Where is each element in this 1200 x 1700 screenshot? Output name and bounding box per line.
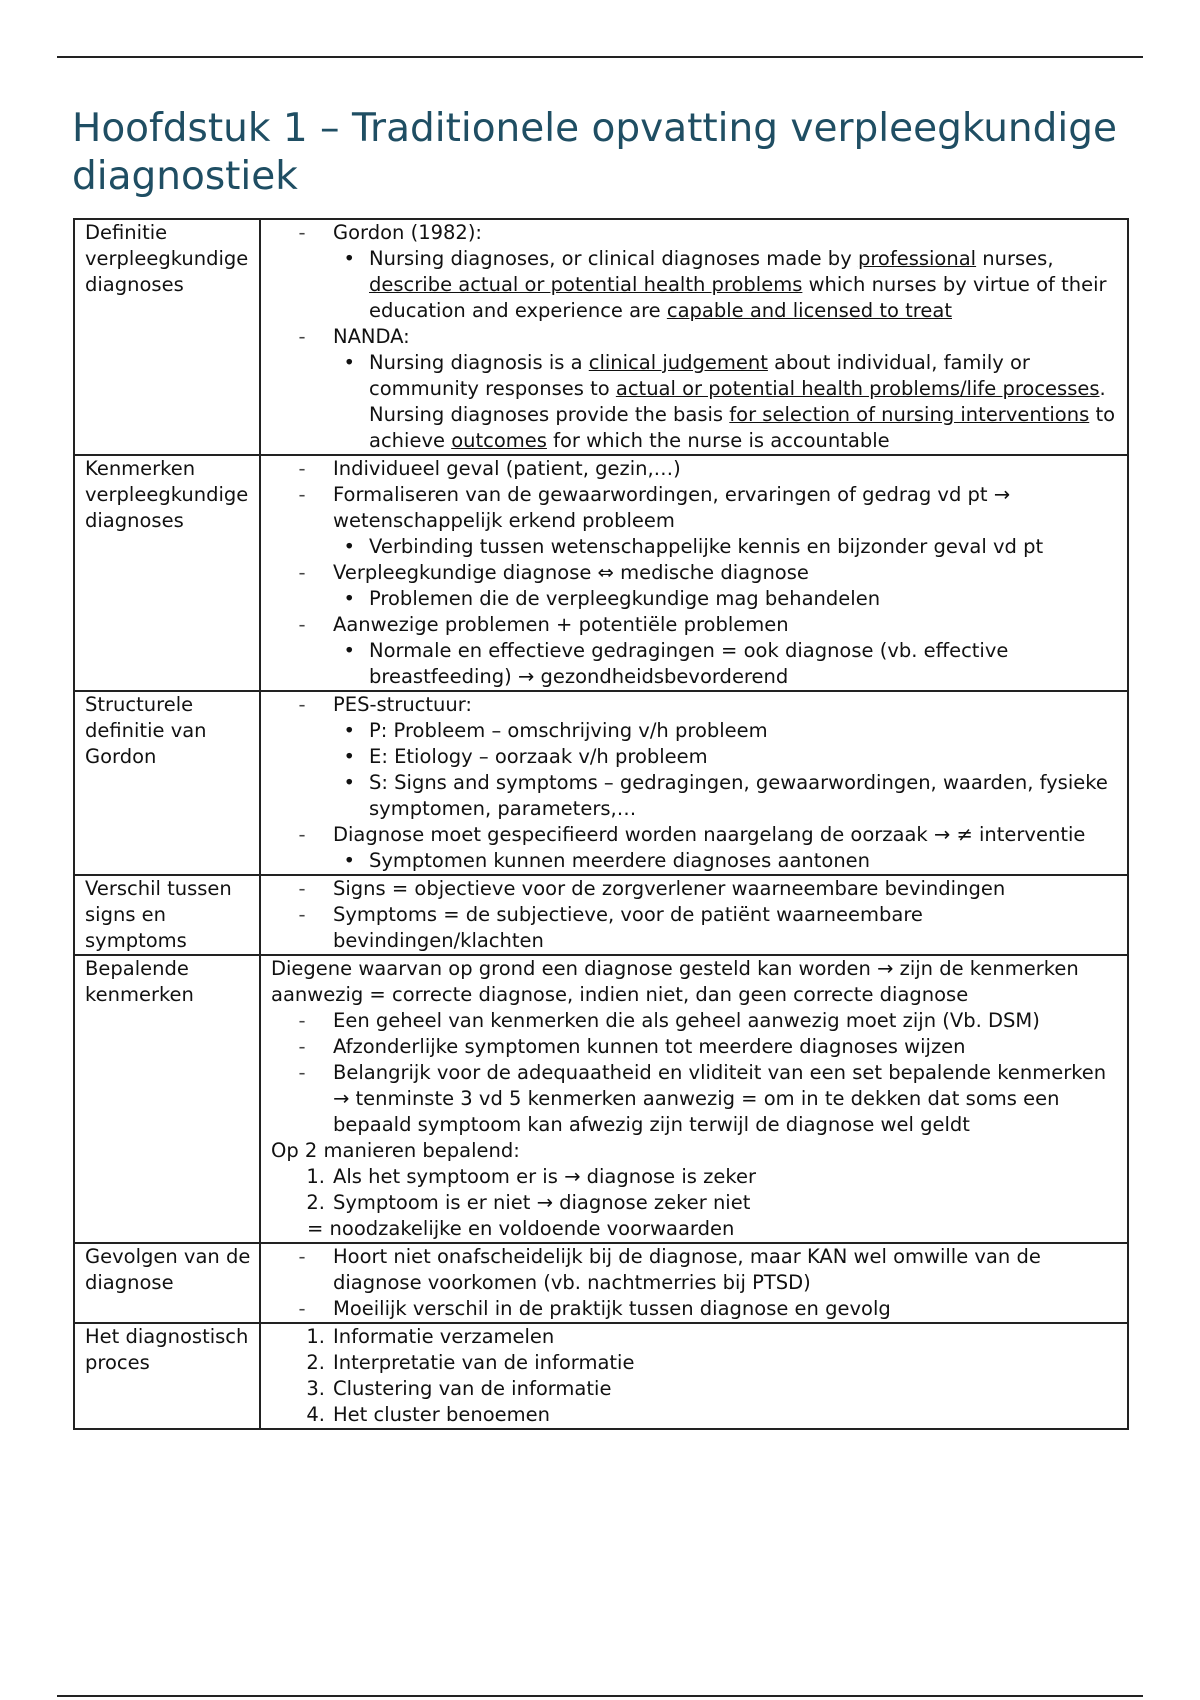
- dash-marker: -: [298, 1035, 306, 1058]
- list-item: - Formaliseren van de gewaarwordingen, ervaringen of gedrag vd pt → wetenschappelijk erkend probleem: [271, 482, 1121, 534]
- list-item: - Gordon (1982):: [271, 220, 1121, 246]
- bullet-marker: •: [343, 719, 355, 742]
- list-item: • S: Signs and symptoms – gedragingen, gewaarwordingen, waarden, fysieke symptomen, parameters,…: [271, 770, 1121, 822]
- row-content: [260, 219, 1128, 455]
- dash-marker: -: [298, 877, 306, 900]
- notes-table: [73, 218, 1129, 1430]
- dash-marker: -: [298, 693, 306, 716]
- dash-marker: -: [298, 1009, 306, 1032]
- dash-marker: -: [298, 1061, 306, 1084]
- number-marker: 3.: [306, 1377, 325, 1400]
- list-item: - Moeilijk verschil in de praktijk tussen diagnose en gevolg: [271, 1296, 1121, 1322]
- number-marker: 2.: [306, 1351, 325, 1374]
- list-item: - Symptoms = de subjectieve, voor de patiënt waarneembare bevindingen/klachten: [271, 902, 1121, 954]
- list-item: • Symptomen kunnen meerdere diagnoses aantonen: [271, 848, 1121, 874]
- bullet-marker: •: [343, 351, 355, 374]
- number-marker: 4.: [306, 1403, 325, 1426]
- paragraph: = noodzakelijke en voldoende voorwaarden: [307, 1217, 735, 1240]
- dash-marker: -: [298, 325, 306, 348]
- top-rule: [57, 56, 1143, 58]
- table-row: [74, 219, 1128, 455]
- bullet-marker: •: [343, 535, 355, 558]
- list-item: • Verbinding tussen wetenschappelijke kennis en bijzonder geval vd pt: [271, 534, 1121, 560]
- list-item: - Diagnose moet gespecifieerd worden naargelang de oorzaak → ≠ interventie: [271, 822, 1121, 848]
- dash-marker: -: [298, 903, 306, 926]
- dash-marker: -: [298, 613, 306, 636]
- list-item: • Normale en effectieve gedragingen = ook diagnose (vb. effective breastfeeding) → gezondheidsbevorderend: [271, 638, 1121, 690]
- row-content: [260, 955, 1128, 1243]
- list-item: 1. Informatie verzamelen: [271, 1324, 1121, 1350]
- dash-marker: -: [298, 221, 306, 244]
- list-item: 2. Interpretatie van de informatie: [271, 1350, 1121, 1376]
- list-item: [271, 246, 1121, 324]
- row-content: [260, 455, 1128, 691]
- bottom-rule: [57, 1695, 1143, 1697]
- list-item: - Een geheel van kenmerken die als geheel aanwezig moet zijn (Vb. DSM): [271, 1008, 1121, 1034]
- dash-marker: -: [298, 561, 306, 584]
- list-item: - Aanwezige problemen + potentiële problemen: [271, 612, 1121, 638]
- paragraph: Diegene waarvan op grond een diagnose gesteld kan worden → zijn de kenmerken aanwezig = correcte diagnose, indien niet, dan geen correcte diagnose: [271, 957, 1079, 1006]
- list-item: 4. Het cluster benoemen: [271, 1402, 1121, 1428]
- dash-marker: -: [298, 823, 306, 846]
- row-content: [260, 875, 1128, 955]
- list-item: - Signs = objectieve voor de zorgverlener waarneembare bevindingen: [271, 876, 1121, 902]
- list-item: • P: Probleem – omschrijving v/h probleem: [271, 718, 1121, 744]
- dash-marker: -: [298, 483, 306, 506]
- dash-marker: -: [298, 457, 306, 480]
- list-item: - Belangrijk voor de adequaatheid en vliditeit van een set bepalende kenmerken → tenminste 3 vd 5 kenmerken aanwezig = om in te dekken dat soms een bepaald symptoom kan afwezig zijn terwijl de diagnose wel geldt: [271, 1060, 1121, 1138]
- list-item: - Hoort niet onafscheidelijk bij de diagnose, maar KAN wel omwille van de diagnose voorkomen (vb. nachtmerries bij PTSD): [271, 1244, 1121, 1296]
- list-item: - NANDA:: [271, 324, 1121, 350]
- row-term: Structurele definitie van Gordon: [74, 691, 260, 875]
- table-row: [74, 691, 1128, 875]
- table-row: [74, 1323, 1128, 1429]
- row-term: Het diagnostisch proces: [74, 1323, 260, 1429]
- list-item: - Verpleegkundige diagnose ⇔ medische diagnose: [271, 560, 1121, 586]
- list-item: - Individueel geval (patient, gezin,…): [271, 456, 1121, 482]
- number-marker: 2.: [306, 1191, 325, 1214]
- list-item: • E: Etiology – oorzaak v/h probleem: [271, 744, 1121, 770]
- row-term: Definitie verpleegkundige diagnoses: [74, 219, 260, 455]
- bullet-marker: •: [343, 587, 355, 610]
- dash-marker: -: [298, 1297, 306, 1320]
- bullet-marker: •: [343, 247, 355, 270]
- list-item: 2. Symptoom is er niet → diagnose zeker niet: [271, 1190, 1121, 1216]
- table-row: [74, 455, 1128, 691]
- row-term: Verschil tussen signs en symptoms: [74, 875, 260, 955]
- bullet-marker: •: [343, 639, 355, 662]
- nanda-definition: Nursing diagnosis is a clinical judgement about individual, family or community responses to actual or potential health problems/life processes. Nursing diagnoses provide the basis for selection of nursing interventions to achieve outcomes for which the nurse is accountable: [369, 351, 1116, 452]
- gordon-definition: Nursing diagnoses, or clinical diagnoses made by professional nurses, describe actual or potential health problems which nurses by virtue of their education and experience are capable and licensed to treat: [369, 247, 1107, 322]
- list-item: - Afzonderlijke symptomen kunnen tot meerdere diagnoses wijzen: [271, 1034, 1121, 1060]
- row-term: Bepalende kenmerken: [74, 955, 260, 1243]
- number-marker: 1.: [306, 1325, 325, 1348]
- table-row: [74, 955, 1128, 1243]
- row-term: Kenmerken verpleegkundige diagnoses: [74, 455, 260, 691]
- table-row: [74, 875, 1128, 955]
- list-item: 3. Clustering van de informatie: [271, 1376, 1121, 1402]
- list-item: - PES-structuur:: [271, 692, 1121, 718]
- bullet-marker: •: [343, 771, 355, 794]
- list-item: 1. Als het symptoom er is → diagnose is zeker: [271, 1164, 1121, 1190]
- dash-marker: -: [298, 1245, 306, 1268]
- paragraph: Op 2 manieren bepalend:: [271, 1139, 520, 1162]
- bullet-marker: •: [343, 849, 355, 872]
- row-content: [260, 691, 1128, 875]
- row-content: [260, 1243, 1128, 1323]
- row-content: [260, 1323, 1128, 1429]
- row-term: Gevolgen van de diagnose: [74, 1243, 260, 1323]
- list-item: [271, 350, 1121, 454]
- page-title: Hoofdstuk 1 – Traditionele opvatting verpleegkundige diagnostiek: [72, 106, 1117, 199]
- number-marker: 1.: [306, 1165, 325, 1188]
- bullet-marker: •: [343, 745, 355, 768]
- table-row: [74, 1243, 1128, 1323]
- list-item: • Problemen die de verpleegkundige mag behandelen: [271, 586, 1121, 612]
